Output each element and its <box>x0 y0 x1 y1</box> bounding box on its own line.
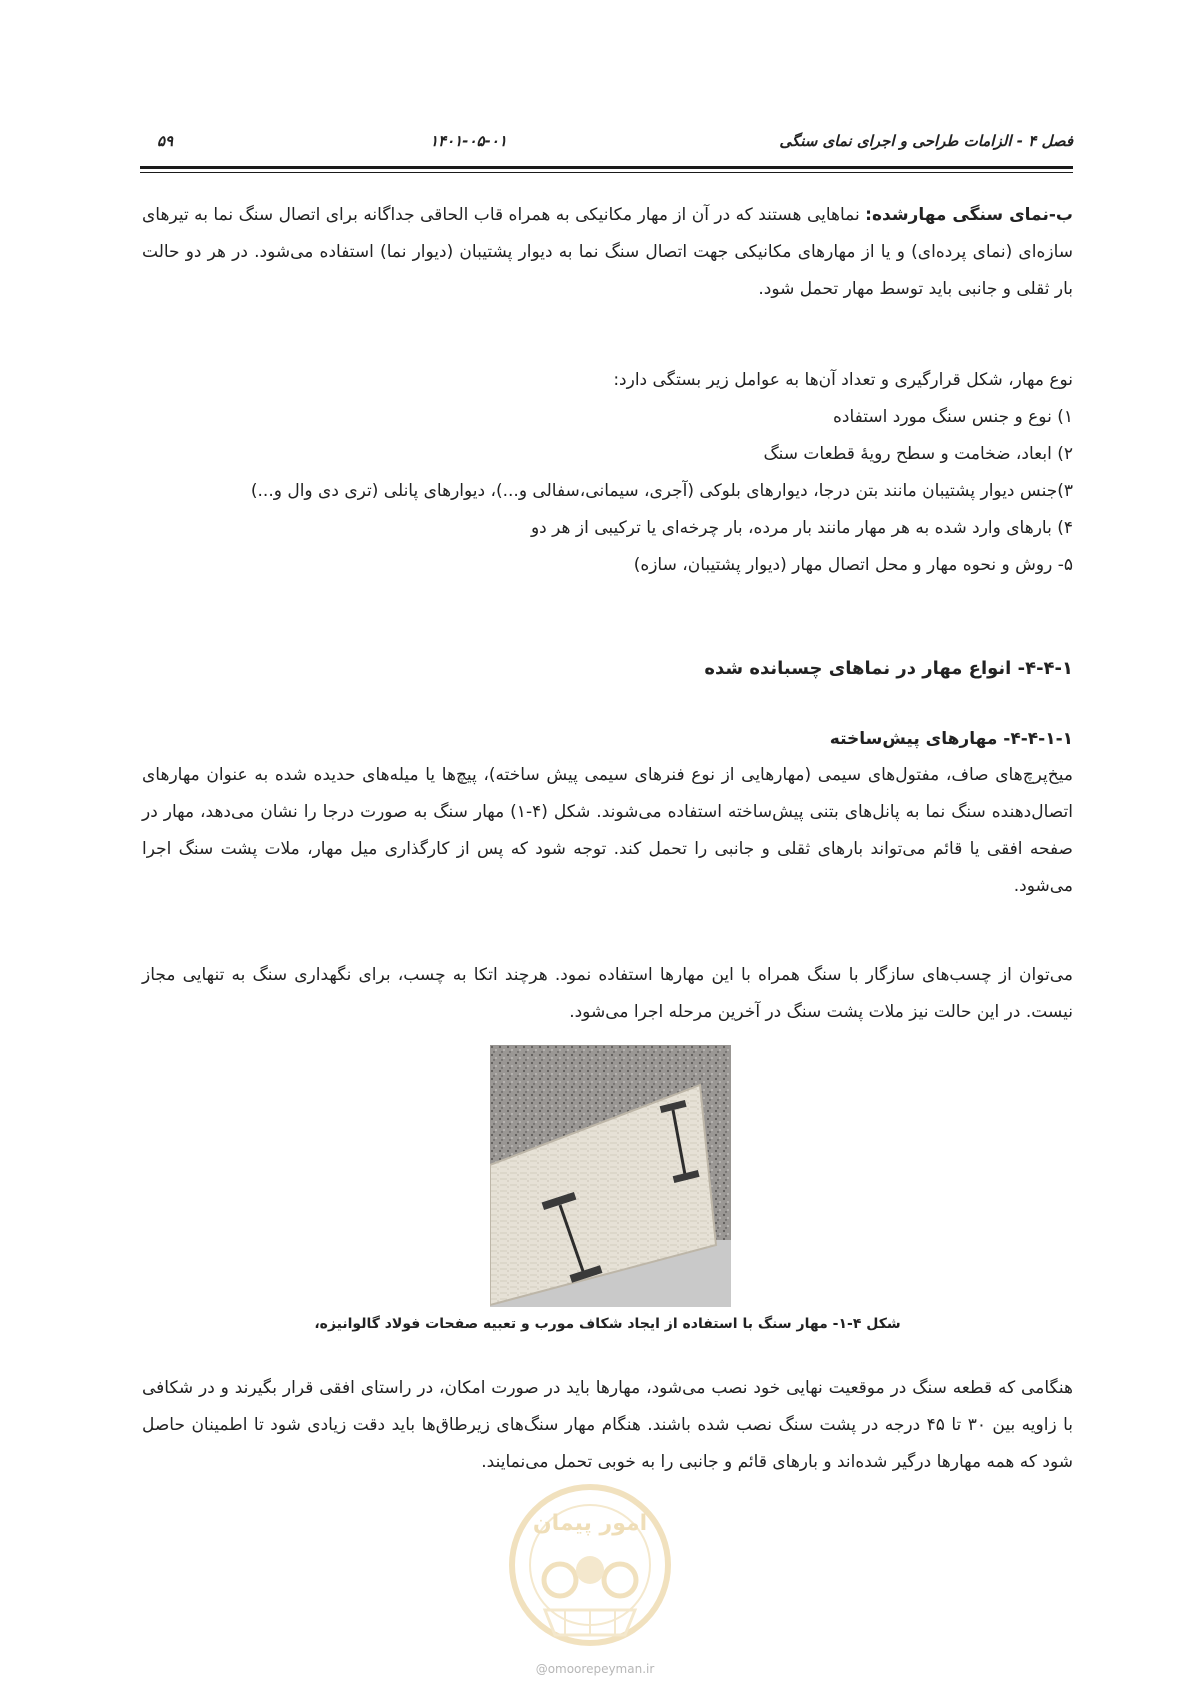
figure-photo <box>490 1045 731 1307</box>
list-item: ۵- روش و نحوه مهار و محل اتصال مهار (دیوار پشتیبان، سازه) <box>633 555 1073 575</box>
final-text: هنگامی که قطعه سنگ در موقعیت نهایی خود نصب می‌شود، مهارها باید در صورت امکان، در راستای افقی قرار بگیرند و در شکافی با زاویه بین ۳۰ تا ۴۵ درجه در پشت سنگ نصب شده باشند. هنگام مهار سنگ‌های زیرطاق‌ها باید دقت زیادی شود تا اطمینان حاصل شود که همه مهارها درگیر شده‌اند و بارهای قائم و جانبی را به خوبی تحمل می‌نمایند. <box>142 1378 1074 1472</box>
header-rule-thin <box>140 172 1073 173</box>
list-item: ۱) نوع و جنس سنگ مورد استفاده <box>833 407 1073 427</box>
prefab-paragraph <box>142 757 1073 905</box>
intro-text: نماهایی هستند که در آن از مهار مکانیکی به همراه قاب الحاقی جداگانه برای اتصال سنگ نما به تیرهای سازه‌ای (نمای پرده‌ای) و یا از مهارهای مکانیکی جهت اتصال سنگ نما به دیوار پشتیبان (دیوار نما) استفاده می‌شود. در هر دو حالت بار ثقلی و جانبی باید توسط مهار تحمل شود. <box>142 205 1073 299</box>
header-rule-thick <box>140 166 1073 169</box>
intro-bold-lead: ب-نمای سنگی مهارشده: <box>865 205 1073 225</box>
subsection-heading: ۴-۴-۱-۱- مهارهای پیش‌ساخته <box>829 729 1073 749</box>
page-header <box>140 128 1073 158</box>
factors-lead: نوع مهار، شکل قرارگیری و تعداد آن‌ها به عوامل زیر بستگی دارد: <box>613 370 1073 390</box>
section-heading: ۴-۴-۱- انواع مهار در نماهای چسبانده شده <box>704 658 1073 679</box>
adhesive-text: می‌توان از چسب‌های سازگار با سنگ همراه با این مهارها استفاده نمود. هرچند اتکا به چسب، برای نگهداری سنگ به تنهایی مجاز نیست. در این حالت نیز ملات پشت سنگ در آخرین مرحله اجرا می‌شود. <box>142 965 1073 1022</box>
header-date: ۱۴۰۱-۰۵-۰۱ <box>430 132 507 150</box>
list-item: ۲) ابعاد، ضخامت و سطح رویهٔ قطعات سنگ <box>763 444 1073 464</box>
list-item: ۳)جنس دیوار پشتیبان مانند بتن درجا، دیوارهای بلوکی (آجری، سیمانی،سفالی و...)، دیوارهای پانلی (تری دی وال و...) <box>250 481 1073 501</box>
page-number: ۵۹ <box>157 132 174 150</box>
intro-paragraph <box>142 197 1073 308</box>
watermark-url: @omoorepeyman.ir <box>535 1662 655 1676</box>
chapter-title: فصل ۴ - الزامات طراحی و اجرای نمای سنگی <box>779 132 1073 150</box>
final-paragraph <box>142 1370 1073 1481</box>
adhesive-paragraph <box>142 957 1073 1031</box>
prefab-text: میخ‌پرچ‌های صاف، مفتول‌های سیمی (مهارهایی از نوع فنرهای سیمی پیش ساخته)، پیچ‌ها یا میله‌های حدیده شده به عنوان مهارهای اتصال‌دهنده سنگ نما به پانل‌های بتنی پیش‌ساخته استفاده می‌شوند. شکل (۴-۱) مهار سنگ به صورت درجا را نشان می‌دهد، مهار در صفحه افقی یا قائم می‌تواند بارهای ثقلی و جانبی را تحمل کند. توجه شود که پس از کارگذاری میل مهار، ملات پشت سنگ اجرا می‌شود. <box>142 765 1073 896</box>
figure-caption: شکل ۴-۱- مهار سنگ با استفاده از ایجاد شکاف مورب و تعبیه صفحات فولاد گالوانیزه، <box>314 1316 901 1332</box>
watermark-text: امور پیمان <box>532 1511 648 1536</box>
list-item: ۴) بارهای وارد شده به هر مهار مانند بار مرده، بار چرخه‌ای یا ترکیبی از هر دو <box>530 518 1073 538</box>
watermark-logo <box>505 1470 675 1660</box>
factors-list <box>142 362 1073 584</box>
